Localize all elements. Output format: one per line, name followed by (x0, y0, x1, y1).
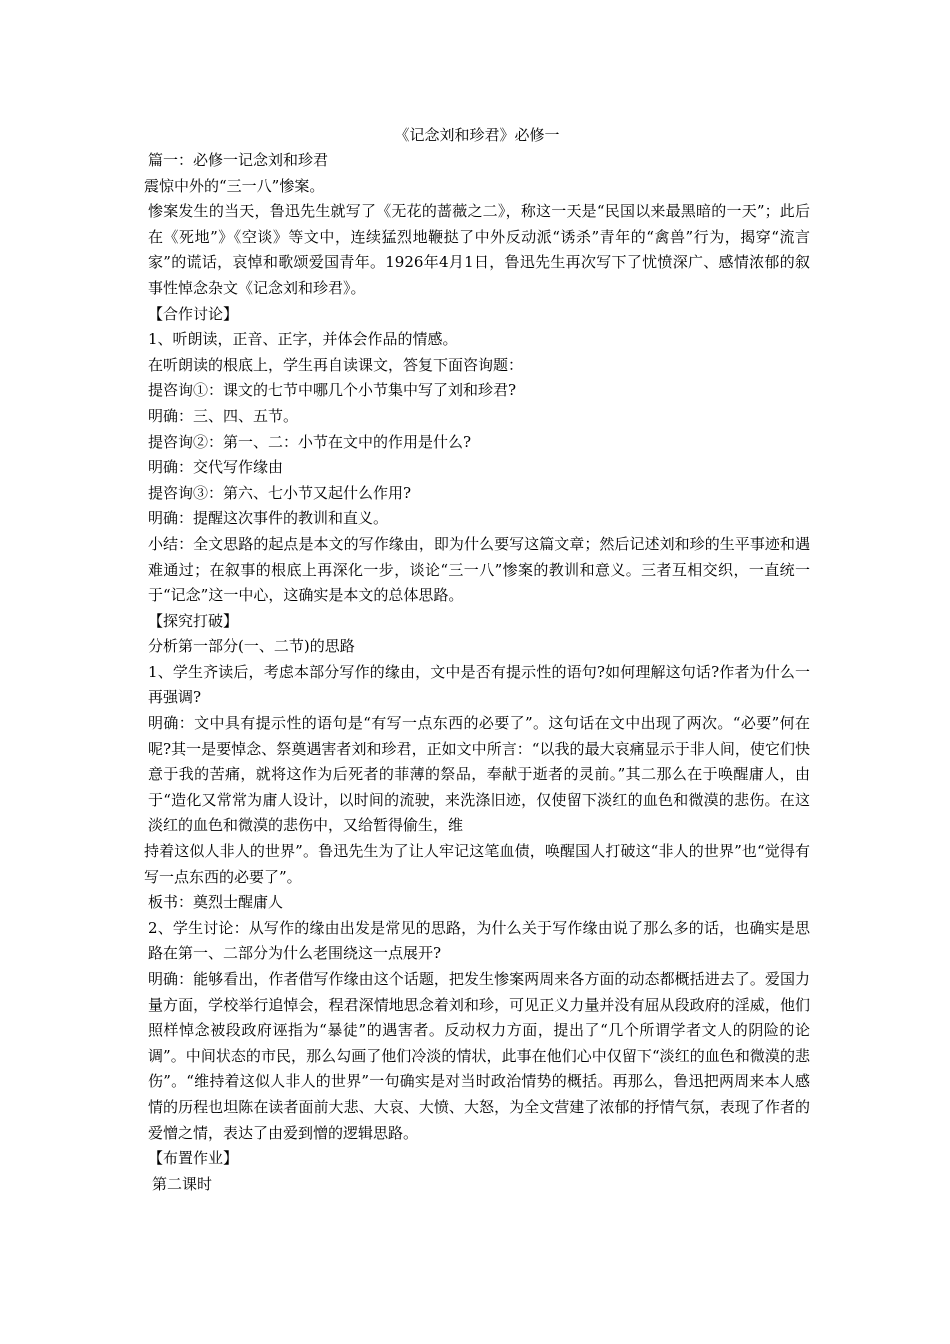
section-heading: 【合作讨论】 (148, 304, 239, 323)
paragraph: 第二课时 (152, 1174, 213, 1193)
paragraph: 震惊中外的“三一八”惨案。 (144, 176, 325, 195)
document-body (144, 148, 810, 1197)
document-page (144, 122, 810, 1197)
section-heading: 【探究打破】 (148, 611, 239, 630)
summary-paragraph: 小结：全文思路的起点是本文的写作缘由，即为什么要写这篇文章；然后记述刘和珍的生平事迹和遇难通过；在叙事的根底上再深化一步，谈论“三一八”惨案的教训和意义。三者互相交织，一直统一于“记念”这一中心，这确实是本文的总体思路。 (148, 534, 810, 605)
paragraph: 持着这似人非人的世界”。鲁迅先生为了让人牢记这笔血债，唤醒国人打破这“非人的世界”也“觉得有写一点东西的必要了”。 (144, 842, 810, 886)
board-note: 板书：奠烈士醒庸人 (148, 893, 284, 912)
document-title: 《记念刘和珍君》必修一 (394, 126, 560, 144)
paragraph: 分析第一部分(一、二节)的思路 (148, 637, 355, 656)
answer: 明确：文中具有提示性的语句是“有写一点东西的必要了”。这句话在文中出现了两次。“必要”何在呢?其一是要悼念、祭奠遇害者刘和珍君，正如文中所言：“以我的最大哀痛显示于非人间，使它们快意于我的苦痛，就将这作为后死者的菲薄的祭品，奉献于逝者的灵前。”其二那么在于唤醒庸人，由于“造化又常常为庸人设计，以时间的流驶，来洗涤旧迹，仅使留下淡红的血色和微漠的悲伤。在这淡红的血色和微漠的悲伤中，又给暂得偷生，维 (148, 714, 810, 835)
answer: 明确：提醒这次事件的教训和直义。 (148, 509, 389, 528)
answer: 明确：交代写作缘由 (148, 458, 284, 477)
paragraph: 1、听朗读，正音、正字，并体会作品的情感。 (148, 330, 458, 349)
question: 提咨询①：课文的七节中哪几个小节集中写了刘和珍君? (148, 381, 517, 400)
question: 提咨询③：第六、七小节又起什么作用? (148, 483, 412, 502)
paragraph: 在听朗读的根底上，学生再自读课文，答复下面咨询题： (148, 355, 524, 374)
answer: 明确：能够看出，作者借写作缘由这个话题，把发生惨案两周来各方面的动态都概括进去了。爱国力量方面，学校举行追悼会，程君深情地思念着刘和珍，可见正义力量并没有屈从段政府的淫威，他们照样悼念被段政府诬指为“暴徒”的遇害者。反动权力方面，提出了“几个所谓学者文人的阴险的论调”。中间状态的市民，那么勾画了他们冷淡的情状，此事在他们心中仅留下“淡红的血色和微漠的悲伤”。“维持着这似人非人的世界”一句确实是对当时政治情势的概括。再那么，鲁迅把两周来本人感情的历程也坦陈在读者面前大悲、大哀、大愤、大怒，为全文营建了浓郁的抒情气氛，表现了作者的爱憎之情，表达了由爱到憎的逻辑思路。 (148, 970, 810, 1142)
paragraph: 篇一：必修一记念刘和珍君 (148, 151, 329, 169)
question: 提咨询②：第一、二：小节在文中的作用是什么? (148, 432, 472, 451)
answer: 明确：三、四、五节。 (148, 406, 299, 425)
paragraph: 2、学生讨论：从写作的缘由出发是常见的思路，为什么关于写作缘由说了那么多的话，也确实是思路在第一、二部分为什么老围绕这一点展开? (148, 918, 810, 963)
paragraph: 惨案发生的当天，鲁迅先生就写了《无花的蔷薇之二》，称这一天是“民国以来最黑暗的一天”；此后在《死地”》《空谈》等文中，连续猛烈地鞭挞了中外反动派“诱杀”青年的“禽兽”行为，揭穿“流言家”的谎话，哀悼和歌颂爱国青年。1926年4月1日，鲁迅先生再次写下了忧愤深广、感情浓郁的叙事性悼念杂文《记念刘和珍君》。 (148, 202, 810, 297)
paragraph: 1、学生齐读后，考虑本部分写作的缘由，文中是否有提示性的语句?如何理解这句话?作者为什么一再强调? (148, 662, 810, 707)
section-heading: 【布置作业】 (148, 1149, 239, 1168)
